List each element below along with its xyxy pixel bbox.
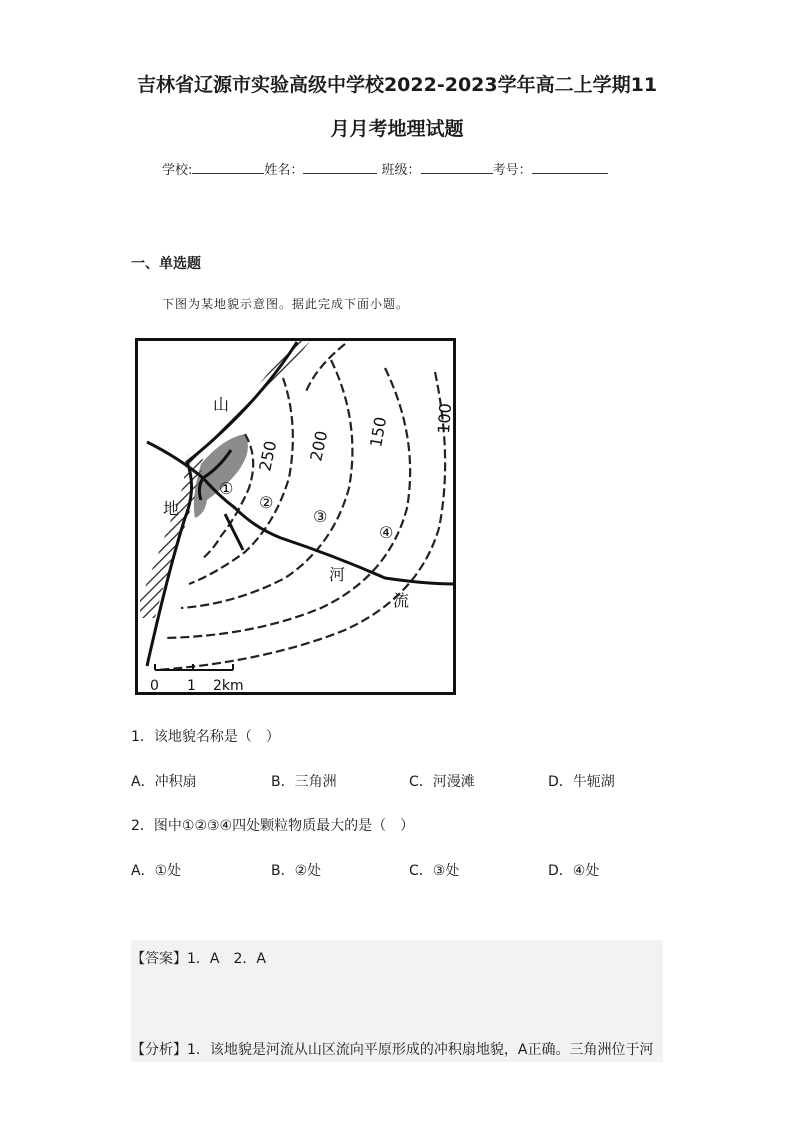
q1-option-b[interactable]: B．三角洲 — [271, 774, 337, 790]
q1-option-a[interactable]: A．冲积扇 — [131, 774, 197, 790]
point-4-marker: ④ — [379, 523, 394, 542]
id-field[interactable] — [532, 160, 608, 174]
scale-label-1: 1 — [187, 678, 196, 694]
scale-label-0: 0 — [150, 678, 159, 694]
mountain-label: 山 — [213, 395, 230, 414]
contour-label-250: 250 — [255, 439, 281, 473]
scale-label-2km: 2km — [213, 678, 244, 694]
paper-title-line-1: 吉林省辽源市实验高级中学校2022-2023学年高二上学期11 — [136, 74, 658, 96]
landform-map — [135, 338, 457, 696]
river-label-1: 河 — [329, 565, 346, 584]
contour-label-100: 100 — [434, 402, 456, 435]
analysis-line: 【分析】1．该地貌是河流从山区流向平原形成的冲积扇地貌，A正确。三角洲位于河 — [131, 1042, 654, 1058]
q1-option-d[interactable]: D．牛轭湖 — [548, 774, 615, 790]
name-field[interactable] — [303, 160, 377, 174]
contour-label-200: 200 — [306, 429, 332, 463]
river-label-2: 流 — [393, 591, 410, 610]
q2-option-b[interactable]: B．②处 — [271, 863, 322, 879]
paper-title-line-2: 月月考地理试题 — [330, 118, 464, 140]
question-2-text: 2．图中①②③④四处颗粒物质最大的是（ ） — [131, 818, 415, 834]
point-1-marker: ① — [219, 479, 234, 498]
scale-bar — [155, 664, 233, 670]
id-label: 考号： — [492, 163, 532, 178]
name-label: 姓名： — [264, 163, 304, 178]
point-3-marker: ③ — [313, 507, 328, 526]
school-field[interactable] — [192, 160, 264, 174]
q2-option-d[interactable]: D．④处 — [548, 863, 600, 879]
land-label: 地 — [163, 499, 180, 518]
school-label: 学校: — [162, 163, 193, 178]
q1-option-c[interactable]: C．河漫滩 — [409, 774, 475, 790]
point-2-marker: ② — [259, 493, 274, 512]
question-1-text: 1．该地貌名称是（ ） — [131, 729, 280, 745]
section-title: 一、单选题 — [131, 256, 201, 272]
answer-line: 【答案】1．A 2．A — [131, 951, 266, 967]
q2-option-c[interactable]: C．③处 — [409, 863, 460, 879]
contour-label-150: 150 — [366, 415, 391, 449]
question-intro: 下图为某地貌示意图。据此完成下面小题。 — [162, 297, 410, 311]
q2-option-a[interactable]: A．①处 — [131, 863, 182, 879]
class-label: 班级： — [381, 163, 421, 178]
class-field[interactable] — [421, 160, 493, 174]
student-info-row — [162, 159, 608, 178]
